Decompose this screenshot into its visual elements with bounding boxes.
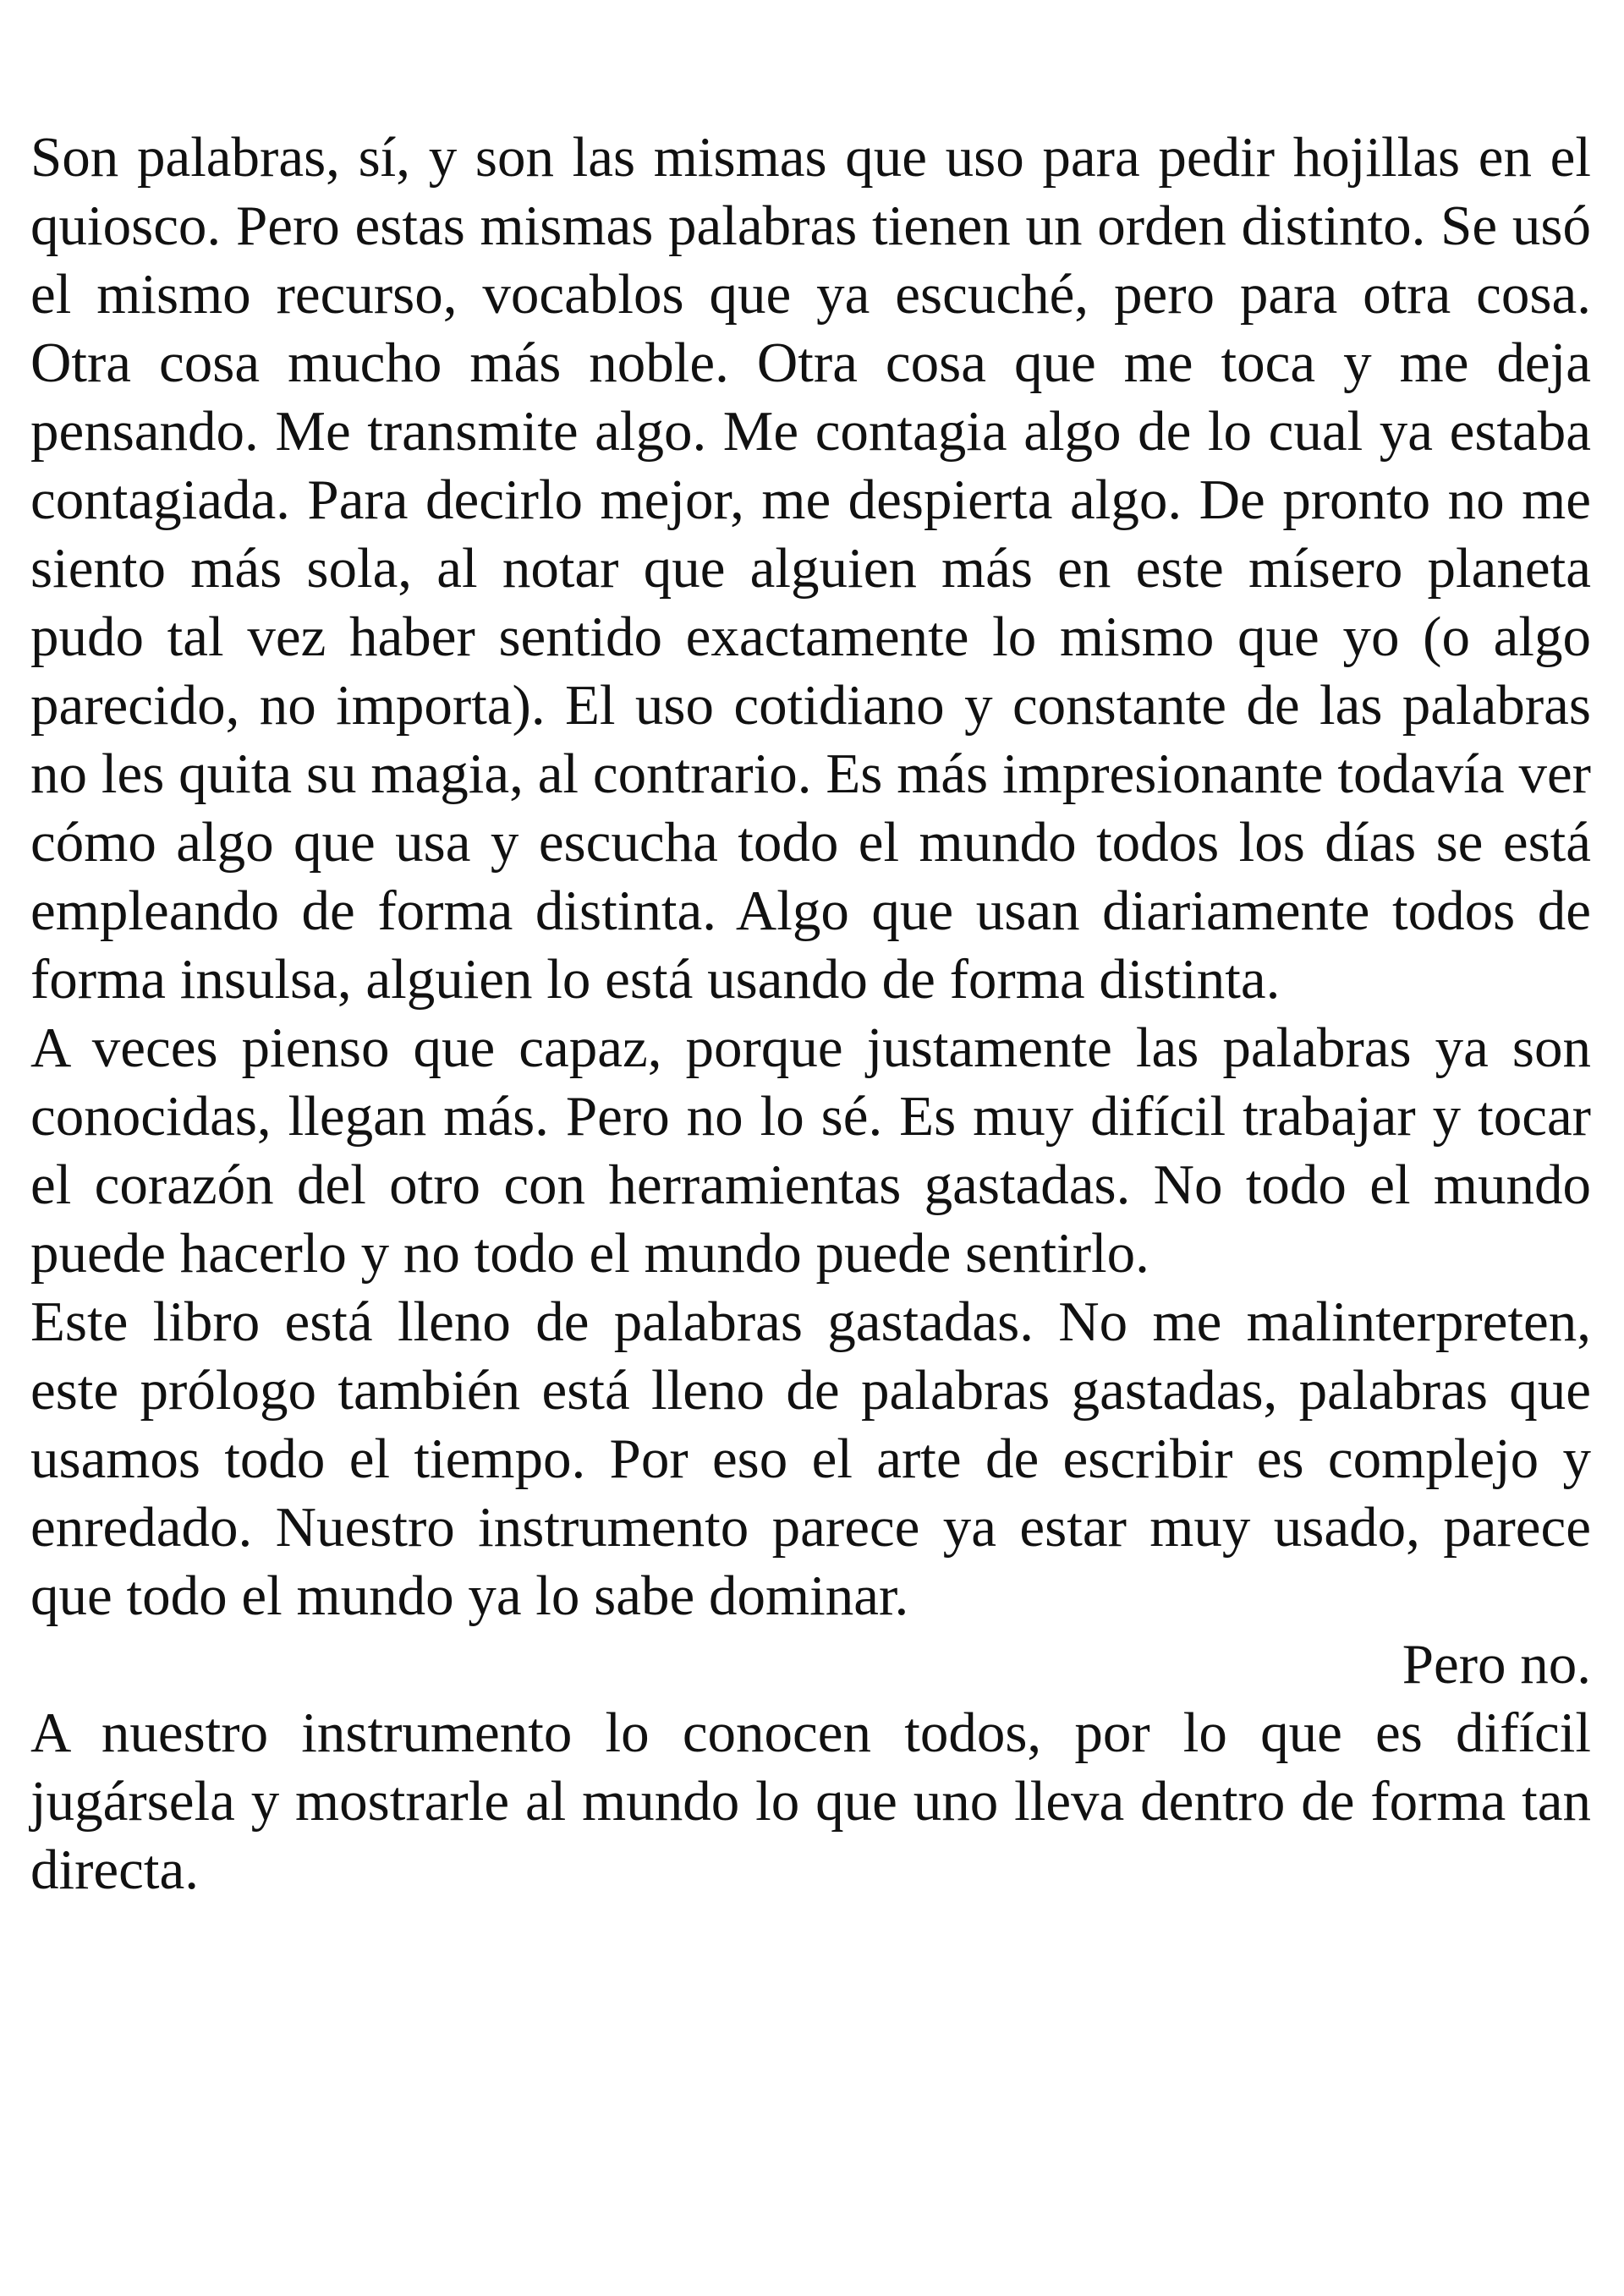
body-text [30,123,1591,1904]
paragraph: A nuestro instrumento lo conocen todos, por lo que es difícil jugársela y mostrarle al mundo lo que uno lleva dentro de forma tan directa. [30,1701,1591,1901]
paragraph: Este libro está lleno de palabras gastadas. No me malinterpreten, este prólogo también está lleno de palabras gastadas, palabras que usamos todo el tiempo. Por eso el arte de escribir es complejo y enredado. Nuestro instrumento parece ya estar muy usado, parece que todo el mundo ya lo sabe dominar. [30,1290,1591,1627]
paragraph: A veces pienso que capaz, porque justamente las palabras ya son conocidas, llegan más. Pero no lo sé. Es muy difícil trabajar y tocar el corazón del otro con herramientas gastadas. No todo el mundo puede hacerlo y no todo el mundo puede sentirlo. [30,1016,1591,1285]
paragraph-right-aligned: Pero no. [1402,1633,1591,1696]
paragraph: Son palabras, sí, y son las mismas que uso para pedir hojillas en el quiosco. Pero estas mismas palabras tienen un orden distinto. Se usó el mismo recurso, vocablos que ya escuché, pero para otra cosa. Otra cosa mucho más noble. Otra cosa que me toca y me deja pensando. Me transmite algo. Me contagia algo de lo cual ya estaba contagiada. Para decirlo mejor, me despierta algo. De pronto no me siento más sola, al notar que alguien más en este mísero planeta pudo tal vez haber sentido exactamente lo mismo que yo (o algo parecido, no importa). El uso cotidiano y constante de las palabras no les quita su magia, al contrario. Es más impresionante todavía ver cómo algo que usa y escucha todo el mundo todos los días se está empleando de forma distinta. Algo que usan diariamente todos de forma insulsa, alguien lo está usando de forma distinta. [30,126,1591,1011]
